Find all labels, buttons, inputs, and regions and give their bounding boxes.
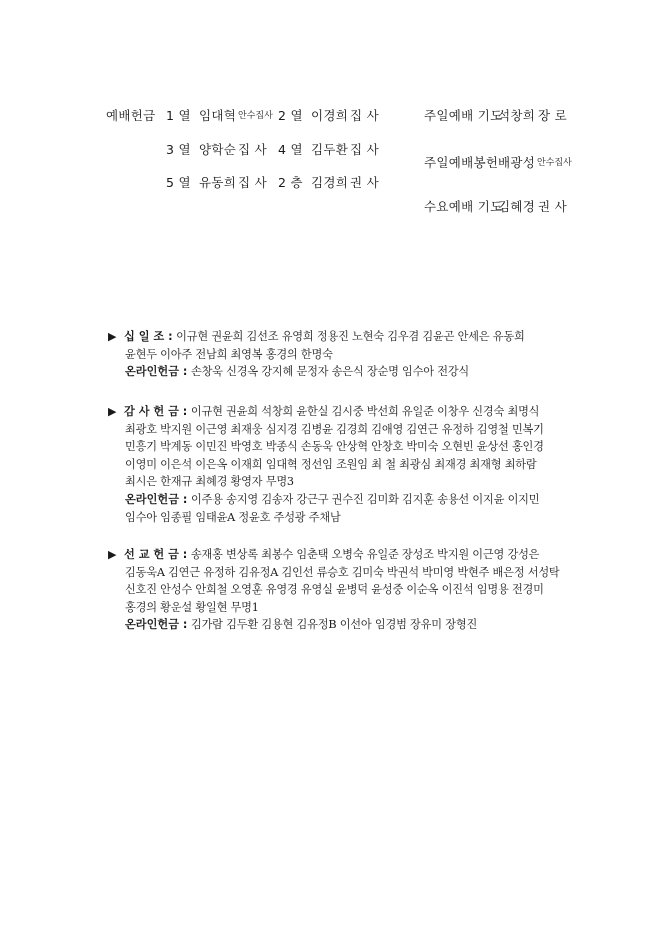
role-sunday-offering-name: 배광성 [498,155,536,170]
offering-row3-title2: 권 사 [350,175,380,190]
thanksgiving-section [108,403,578,526]
mission-heading: 선 교 헌 금 : [124,548,188,561]
offering-row2-name2: 김두환 [311,142,349,157]
thanksgiving-online-names-line-2: 임수아 임종필 임태윤A 정윤호 주성광 주채남 [125,510,341,524]
thanksgiving-names-line-3: 민흥기 박계동 이민진 박영호 박종식 손동욱 안상혁 안창호 박미숙 오현빈 윤상선 홍인경 [125,440,544,454]
arrow-right-icon: ▶ [108,330,117,343]
offering-row1-title2: 집 사 [350,108,380,123]
offering-row3-name1: 유동희 [199,175,237,190]
mission-online-names: 김가람 김두환 김용현 김유정B 이선아 임경범 장유미 장형진 [190,618,478,632]
role-sunday-prayer-title: 장 로 [538,108,568,123]
role-sunday-offering-title: 안수집사 [537,158,572,168]
mission-names-line-1: 송재홍 변상록 최봉수 임춘택 오병숙 유일준 장성조 박지원 이근영 강성은 [190,548,540,561]
mission-names-line-3: 신호진 안성수 안희철 오영훈 유영경 유영실 윤병덕 윤성중 이순옥 이진석 임명용 전경미 [125,583,544,597]
offering-row2-name1: 양학순 [199,142,237,157]
mission-names-line-4: 홍경의 황운설 황일현 무명1 [125,600,259,614]
offering-row1-name1: 임대혁 [199,108,237,123]
thanksgiving-names-line-1: 이규현 권윤희 석창희 윤한실 김시중 박선희 유일준 이창우 신경숙 최명식 [190,405,540,418]
offering-row3-name2: 김경희 [311,175,349,190]
tithe-online-names: 손창욱 신경옥 강지혜 문정자 송은식 장순명 임수아 전강식 [190,365,470,379]
role-wednesday-prayer-label: 수요예배 기도 [424,199,503,214]
role-wednesday-prayer-name: 김혜경 [498,199,536,214]
offering-row1-pos1: 1 열 [166,108,191,123]
arrow-right-icon: ▶ [108,405,117,418]
role-sunday-offering-label: 주일예배봉헌 [424,155,499,170]
mission-names-line-2: 김동욱A 김연근 유정하 김유정A 김인선 류승호 김미숙 박권석 박미영 박현주 배은정 서성탁 [125,565,560,579]
thanksgiving-names-line-5: 최시은 한재규 최혜경 황영자 무명3 [125,475,294,489]
tithe-names-line-2: 윤현두 이아주 전남희 최영복 홍경의 한명숙 [125,347,333,361]
offering-row3-title1: 집 사 [238,175,268,190]
tithe-section [108,328,578,381]
offering-row2-title2: 집 사 [350,142,380,157]
offering-row1-name2: 이경희 [311,108,349,123]
offering-row2-title1: 집 사 [238,142,268,157]
tithe-heading: 십 일 조 : [124,330,173,343]
tithe-names-line-1: 이규현 권윤희 김선조 유영희 정용진 노현숙 김우겸 김윤곤 안세은 유동희 [176,330,525,343]
role-wednesday-prayer-title: 권 사 [538,199,568,214]
thanksgiving-names-line-2: 최광호 박지원 이근영 최재웅 심지경 김병윤 김경희 김애영 김연근 유정하 김영철 민복기 [125,422,544,436]
offering-label: 예배헌금 [106,108,156,123]
role-sunday-prayer-label: 주일예배 기도 [424,108,503,123]
offering-row3-pos2: 2 층 [278,175,303,190]
role-sunday-prayer-name: 석창희 [498,108,536,123]
offering-row2-pos2: 4 열 [278,142,303,157]
offering-row1-title1: 안수집사 [238,111,273,121]
thanksgiving-names-line-4: 이영미 이은석 이은옥 이재희 임대혁 정선임 조원임 최 철 최광심 최재경 최재형 최하람 [125,457,537,471]
arrow-right-icon: ▶ [108,548,117,561]
tithe-online-heading: 온라인헌금 : [125,365,188,379]
offering-row1-pos2: 2 열 [278,108,303,123]
mission-online-heading: 온라인헌금 : [125,618,188,632]
offering-row3-pos1: 5 열 [166,175,191,190]
mission-section [108,546,578,634]
thanksgiving-heading: 감 사 헌 금 : [124,405,188,418]
offering-row2-pos1: 3 열 [166,142,191,157]
thanksgiving-online-names-line-1: 이주용 송지영 김송자 강근구 권수진 김미화 김지훈 송용선 이지윤 이지민 [190,492,540,506]
thanksgiving-online-heading: 온라인헌금 : [125,492,188,506]
